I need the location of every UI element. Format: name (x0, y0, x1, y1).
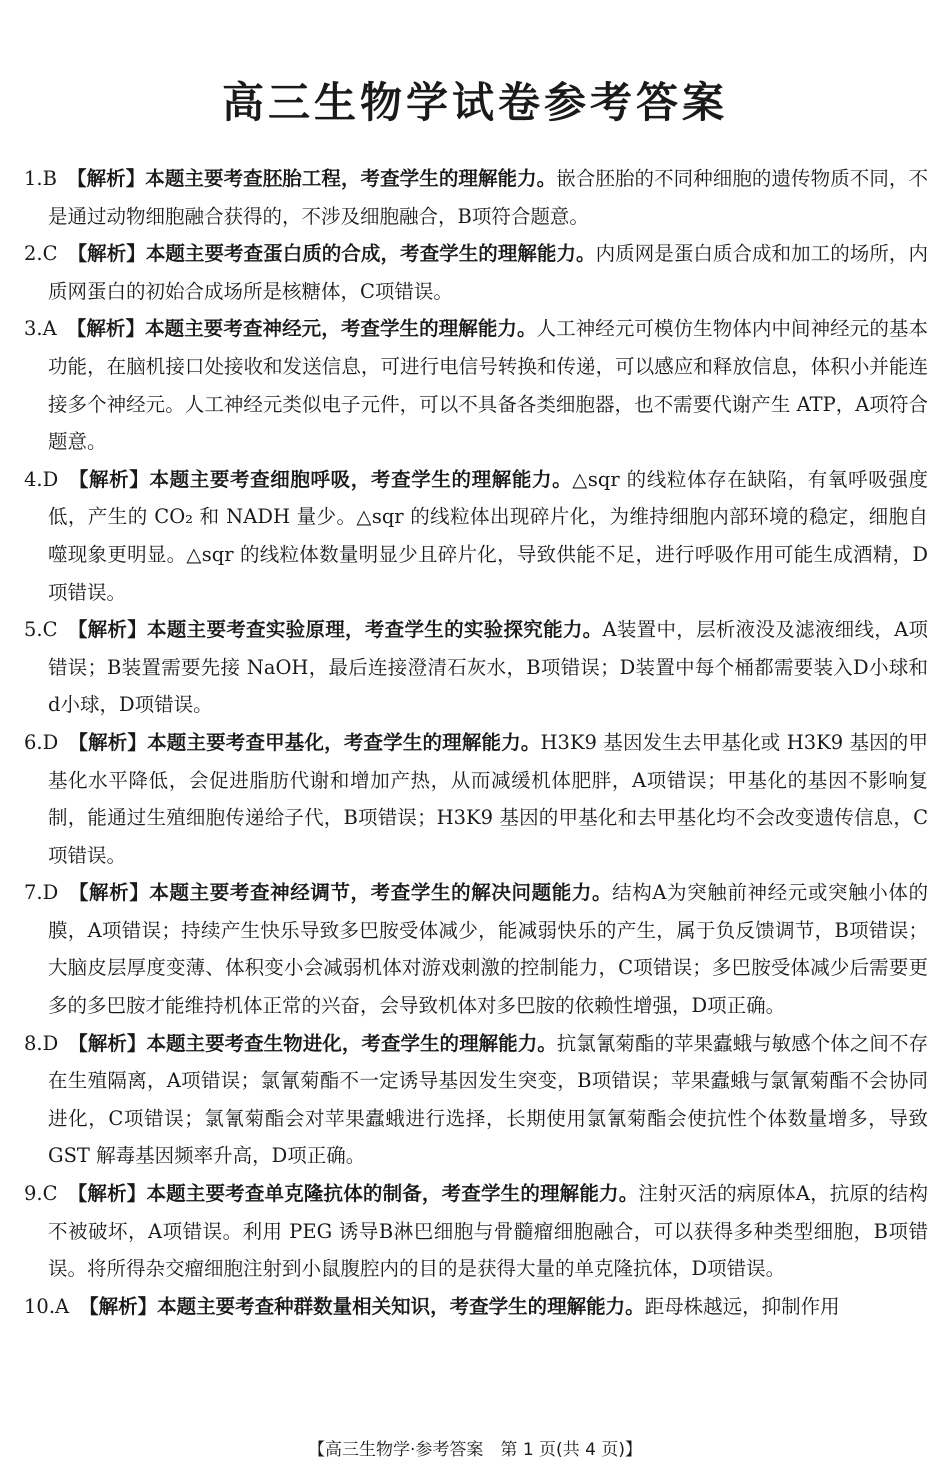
page-title: 高三生物学试卷参考答案 (221, 78, 728, 127)
analysis-lead: 本题主要考查种群数量相关知识，考查学生的理解能力。 (157, 1294, 645, 1318)
analysis-lead: 本题主要考查神经元，考查学生的理解能力。 (145, 317, 537, 341)
answer-item (24, 1175, 928, 1288)
analysis-text: 结构A为突触前神经元或突触小体的膜，A项错误；持续产生快乐导致多巴胺受体减少，能减弱快乐的产生，属于负反馈调节，B项错误；大脑皮层厚度变薄、体积变小会减弱机体对游戏刺激的控制能力，C项错误；多巴胺受体减少后需要更多的多巴胺才能维持机体正常的兴奋，会导致机体对多巴胺的依赖性增强，D项正确。 (48, 881, 928, 1018)
item-number: 3. (24, 317, 43, 341)
analysis-tag: 【解析】 (66, 167, 146, 190)
analysis-text: △sqr 的线粒体存在缺陷，有氧呼吸强度低，产生的 CO₂ 和 NADH 量少。△sqr 的线粒体出现碎片化，为维持细胞内部环境的稳定，细胞自噬现象更明显。△sqr 的线粒体数量明显少且碎片化，导致供能不足，进行呼吸作用可能生成酒精，D项错误。 (48, 467, 928, 604)
answer-list (24, 160, 928, 1325)
analysis-lead: 本题主要考查生物进化，考查学生的理解能力。 (146, 1031, 557, 1055)
item-number: 9. (24, 1182, 43, 1206)
analysis-tag: 【解析】 (68, 730, 148, 754)
answer-item (24, 160, 928, 235)
analysis-lead: 本题主要考查实验原理，考查学生的实验探究能力。 (147, 618, 603, 642)
item-number: 2. (24, 242, 43, 266)
analysis-lead: 本题主要考查细胞呼吸，考查学生的理解能力。 (149, 467, 573, 491)
answer-item (24, 724, 928, 874)
answer-item (24, 874, 928, 1024)
item-number: 8. (24, 1031, 43, 1055)
item-answer: C (42, 1182, 58, 1206)
item-answer: D (42, 881, 59, 905)
analysis-tag: 【解析】 (68, 1031, 147, 1055)
item-answer: B (42, 167, 57, 190)
answer-item (24, 235, 928, 310)
analysis-text: 内质网是蛋白质合成和加工的场所，内质网蛋白的初始合成场所是核糖体，C项错误。 (48, 242, 928, 303)
item-number: 1. (24, 167, 43, 190)
item-answer: D (42, 730, 59, 754)
item-number: 4. (24, 467, 43, 491)
item-answer: D (42, 467, 59, 491)
answer-item (24, 611, 928, 724)
item-answer: C (42, 242, 58, 266)
answer-item (24, 461, 928, 611)
analysis-text: 抗氯氰菊酯的苹果蠹蛾与敏感个体之间不存在生殖隔离，A项错误；氯氰菊酯不一定诱导基因发生突变，B项错误；苹果蠹蛾与氯氰菊酯不会协同进化，C项错误；氯氰菊酯会对苹果蠹蛾进行选择，长期使用氯氰菊酯会使抗性个体数量增多，导致 GST 解毒基因频率升高，D项正确。 (48, 1031, 928, 1168)
item-number: 5. (24, 618, 43, 642)
analysis-tag: 【解析】 (67, 1182, 147, 1206)
analysis-text: 距母株越远，抑制作用 (644, 1294, 840, 1318)
item-number: 6. (24, 730, 43, 754)
analysis-lead: 本题主要考查胚胎工程，考查学生的理解能力。 (145, 167, 557, 190)
item-answer: A (42, 317, 57, 341)
analysis-text: 注射灭活的病原体A，抗原的结构不被破坏，A项错误。利用 PEG 诱导B淋巴细胞与骨髓瘤细胞融合，可以获得多种类型细胞，B项错误。将所得杂交瘤细胞注射到小鼠腹腔内的目的是获得大量的单克隆抗体，D项错误。 (48, 1182, 928, 1281)
analysis-lead: 本题主要考查甲基化，考查学生的理解能力。 (147, 730, 541, 754)
answer-item (24, 1025, 928, 1175)
answer-item (24, 310, 928, 460)
analysis-tag: 【解析】 (79, 1294, 158, 1318)
page-footer: 【高三生物学·参考答案 第 1 页(共 4 页)】 (308, 1440, 642, 1460)
analysis-tag: 【解析】 (66, 317, 146, 341)
analysis-lead: 本题主要考查单克隆抗体的制备，考查学生的理解能力。 (146, 1182, 639, 1206)
item-number: 7. (24, 881, 43, 905)
analysis-lead: 本题主要考查蛋白质的合成，考查学生的理解能力。 (145, 242, 596, 266)
analysis-text: 人工神经元可模仿生物体内中间神经元的基本功能，在脑机接口处接收和发送信息，可进行电信号转换和传递，可以感应和释放信息，体积小并能连接多个神经元。人工神经元类似电子元件，可以不具备各类细胞器，也不需要代谢产生 ATP，A项符合题意。 (48, 317, 928, 454)
analysis-lead: 本题主要考查神经调节，考查学生的解决问题能力。 (149, 881, 613, 905)
analysis-text: A装置中，层析液没及滤液细线，A项错误；B装置需要先接 NaOH，最后连接澄清石灰水，B项错误；D装置中每个桶都需要装入D小球和d小球，D项错误。 (48, 618, 928, 717)
answer-item (24, 1288, 928, 1326)
item-answer: D (42, 1031, 59, 1055)
item-answer: C (42, 618, 58, 642)
analysis-tag: 【解析】 (68, 881, 150, 905)
analysis-text: 嵌合胚胎的不同种细胞的遗传物质不同，不是通过动物细胞融合获得的，不涉及细胞融合，B项符合题意。 (48, 167, 928, 228)
analysis-tag: 【解析】 (67, 242, 146, 266)
analysis-text: H3K9 基因发生去甲基化或 H3K9 基因的甲基化水平降低，会促进脂肪代谢和增加产热，从而减缓机体肥胖，A项错误；甲基化的基因不影响复制，能通过生殖细胞传递给子代，B项错误；H3K9 基因的甲基化和去甲基化均不会改变遗传信息，C项错误。 (48, 730, 928, 867)
analysis-tag: 【解析】 (67, 618, 148, 642)
item-answer: A (55, 1294, 70, 1318)
analysis-tag: 【解析】 (68, 467, 150, 491)
item-number: 10. (24, 1294, 56, 1318)
